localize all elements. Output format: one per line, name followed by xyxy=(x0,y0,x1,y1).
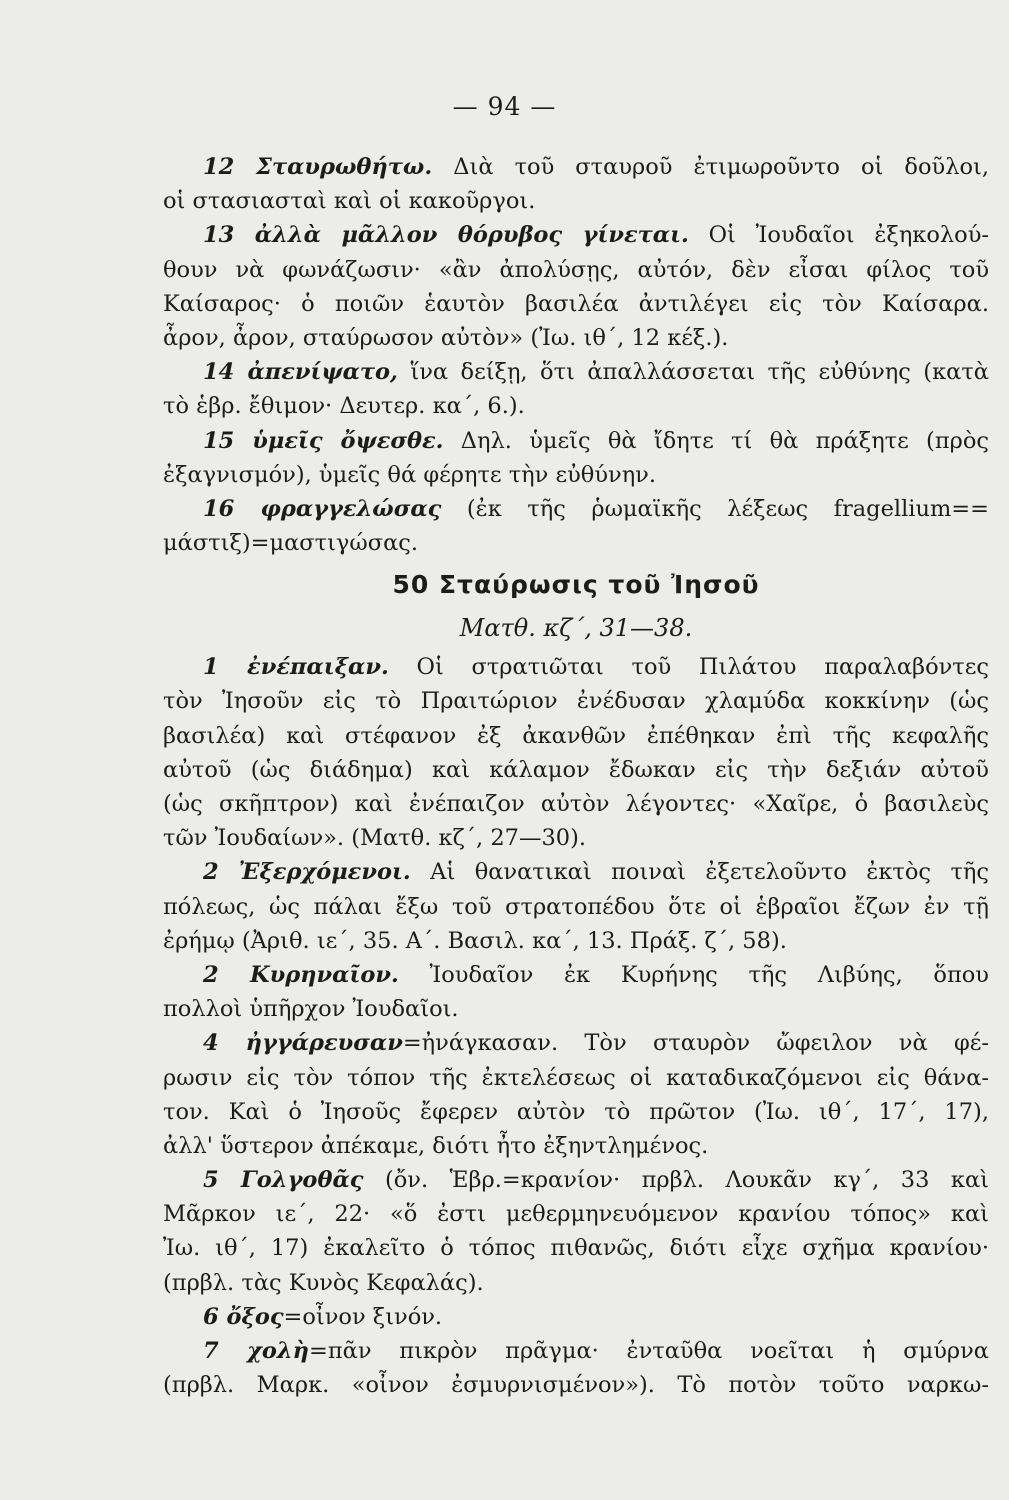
section-subheading: Ματθ. κζ΄, 31—38. xyxy=(459,614,693,643)
note-text: οἱ στασιασταὶ καὶ οἱ κακοῦργοι. xyxy=(163,188,536,215)
text-line xyxy=(163,684,989,718)
note-text: =πᾶν πικρὸν πρᾶγμα· ἐνταῦθα νοεῖται ἡ σμύρνα xyxy=(309,1338,989,1364)
note-text: τῶν Ἰουδαίων». (Ματθ. κζ΄, 27—30). xyxy=(163,825,587,852)
text-line xyxy=(163,719,989,753)
commentary-text xyxy=(163,150,989,1402)
note-text: βασιλέα) καὶ στέφανον ἐξ ἀκανθῶν ἐπέθηκαν ἐπὶ τῆς κεφαλῆς xyxy=(163,722,989,749)
note-lemma: 7 χολὴ xyxy=(203,1338,310,1364)
text-line xyxy=(163,458,989,492)
text-line xyxy=(163,787,989,821)
note-text: πόλεως, ὡς πάλαι ἔξω τοῦ στρατοπέδου ὅτε οἱ ἑβραῖοι ἔζων ἐν τῇ xyxy=(163,893,989,920)
note-text: (ὡς σκῆπτρον) καὶ ἐνέπαιζον αὐτὸν λέγοντες· «Χαῖρε, ὁ βασιλεὺς xyxy=(163,791,989,817)
note-text: Ἰω. ιθ΄, 17) ἐκαλεῖτο ὁ τόπος πιθανῶς, διότι εἶχε σχῆμα κρανίου· xyxy=(163,1235,989,1262)
text-line xyxy=(163,1026,989,1060)
note-text: θουν νὰ φωνάζωσιν· «ἂν ἀπολύσῃς, αὐτόν, δὲν εἶσαι φίλος τοῦ xyxy=(163,256,989,283)
note-text: τον. Καὶ ὁ Ἰησοῦς ἔφερεν αὐτὸν τὸ πρῶτον (Ἰω. ιθ΄, 17΄, 17), xyxy=(163,1098,989,1125)
text-line xyxy=(163,389,989,423)
text-line xyxy=(163,753,989,787)
text-line xyxy=(163,1163,989,1197)
note-lemma: 4 ἠγγάρευσαν xyxy=(203,1030,403,1057)
text-line xyxy=(163,821,989,855)
notes-part-1 xyxy=(163,150,989,560)
text-line xyxy=(163,890,989,924)
note-text: Οἱ στρατιῶται τοῦ Πιλάτου παραλαβόντες xyxy=(388,654,989,681)
note-text: ἀλλ' ὕστερον ἀπέκαμε, διότι ἦτο ἐξηντλημένος. xyxy=(163,1132,709,1159)
page-number: — 94 — xyxy=(452,92,557,121)
note-lemma: 14 ἀπενίψατο, xyxy=(203,359,398,386)
text-line xyxy=(163,253,989,287)
note-text: Καίσαρος· ὁ ποιῶν ἑαυτὸν βασιλέα ἀντιλέγει εἰς τὸν Καίσαρα. xyxy=(163,290,989,317)
note-text: =ἠνάγκασαν. Τὸν σταυρὸν ὤφειλον νὰ φέ- xyxy=(402,1030,989,1057)
text-line xyxy=(163,1061,989,1095)
note-text: (ἐκ τῆς ῥωμαϊκῆς λέξεως fragellium== xyxy=(441,495,989,522)
note-text: =οἶνον ξινόν. xyxy=(283,1303,443,1330)
text-line xyxy=(163,1231,989,1265)
text-line xyxy=(163,321,989,355)
note-text: ἐρήμῳ (Ἀριθ. ιε΄, 35. Α΄. Βασιλ. κα΄, 13. Πράξ. ζ΄, 58). xyxy=(163,927,787,954)
text-line xyxy=(163,355,989,389)
note-text: (πρβλ. τὰς Κυνὸς Κεφαλάς). xyxy=(163,1269,484,1296)
note-lemma: 16 φραγγελώσας xyxy=(203,495,442,522)
text-line xyxy=(163,924,989,958)
note-text: αὐτοῦ (ὡς διάδημα) καὶ κάλαμον ἔδωκαν εἰς τὴν δεξιάν αὐτοῦ xyxy=(163,756,989,783)
note-lemma: 13 ἀλλὰ μᾶλλον θόρυβος γίνεται. xyxy=(203,222,689,249)
note-text: τὸ ἑβρ. ἔθιμον· Δευτερ. κα΄, 6.). xyxy=(163,393,525,420)
note-lemma: 2 Ἐξερχόμενοι. xyxy=(203,859,411,886)
note-text: Δηλ. ὑμεῖς θὰ ἴδητε τί θὰ πράξητε (πρὸς xyxy=(443,427,989,454)
note-text: Διὰ τοῦ σταυροῦ ἐτιμωροῦντο οἱ δοῦλοι, xyxy=(432,154,989,180)
note-text: πολλοὶ ὑπῆρχον Ἰουδαῖοι. xyxy=(163,996,459,1023)
text-line xyxy=(163,492,989,526)
note-text: Ἰουδαῖον ἐκ Κυρήνης τῆς Λιβύης, ὅπου xyxy=(398,961,989,988)
text-line xyxy=(163,526,989,560)
text-line xyxy=(163,184,989,218)
note-text: ἵνα δείξῃ, ὅτι ἀπαλλάσσεται τῆς εὐθύνης (κατὰ xyxy=(397,359,989,386)
text-line xyxy=(163,287,989,321)
text-line xyxy=(163,1334,989,1368)
text-line xyxy=(163,424,989,458)
note-lemma: 1 ἐνέπαιξαν. xyxy=(203,654,389,681)
note-text: τὸν Ἰησοῦν εἰς τὸ Πραιτώριον ἐνέδυσαν χλαμύδα κοκκίνην (ὡς xyxy=(163,688,989,715)
text-line xyxy=(163,1300,989,1334)
text-line xyxy=(163,650,989,684)
text-line xyxy=(163,150,989,184)
text-line xyxy=(163,1129,989,1163)
note-lemma: 2 Κυρηναῖον. xyxy=(203,961,399,988)
note-lemma: 15 ὑμεῖς ὄψεσθε. xyxy=(203,427,444,454)
note-text: Αἱ θανατικαὶ ποιναὶ ἐξετελοῦντο ἐκτὸς τῆς xyxy=(410,859,989,886)
section-heading: 50 Σταύρωσις τοῦ Ἰησοῦ xyxy=(392,570,760,600)
text-line xyxy=(163,1368,989,1402)
note-text: Μᾶρκον ιε΄, 22· «ὅ ἐστι μεθερμηνευόμενον κρανίου τόπος» καὶ xyxy=(163,1201,989,1228)
text-line xyxy=(163,218,989,252)
note-text: ρωσιν εἰς τὸν τόπον τῆς ἐκτελέσεως οἱ καταδικαζόμενοι εἰς θάνα- xyxy=(163,1064,989,1091)
note-lemma: 6 ὄξος xyxy=(203,1303,284,1330)
note-text: ἆρον, ἆρον, σταύρωσον αὐτὸν» (Ἰω. ιθ΄, 12 κέξ.). xyxy=(163,324,729,351)
text-line xyxy=(163,1266,989,1300)
note-text: μάστιξ)=μαστιγώσας. xyxy=(163,530,419,557)
text-line xyxy=(163,958,989,992)
note-text: (ὄν. Ἑβρ.=κρανίον· πρβλ. Λουκᾶν κγ΄, 33 καὶ xyxy=(363,1167,989,1194)
text-line xyxy=(163,1095,989,1129)
note-text: ἐξαγνισμόν), ὑμεῖς θά φέρητε τὴν εὐθύνην. xyxy=(163,461,657,488)
note-lemma: 5 Γολγοθᾶς xyxy=(203,1167,364,1194)
text-line xyxy=(163,992,989,1026)
text-line xyxy=(163,1197,989,1231)
note-lemma: 12 Σταυρωθήτω. xyxy=(203,154,433,180)
note-text: Οἱ Ἰουδαῖοι ἐξηκολού- xyxy=(688,222,989,249)
note-text: (πρβλ. Μαρκ. «οἶνον ἐσμυρνισμένον»). Τὸ ποτὸν τοῦτο ναρκω- xyxy=(163,1372,989,1399)
text-line xyxy=(163,855,989,889)
notes-part-2 xyxy=(163,650,989,1402)
